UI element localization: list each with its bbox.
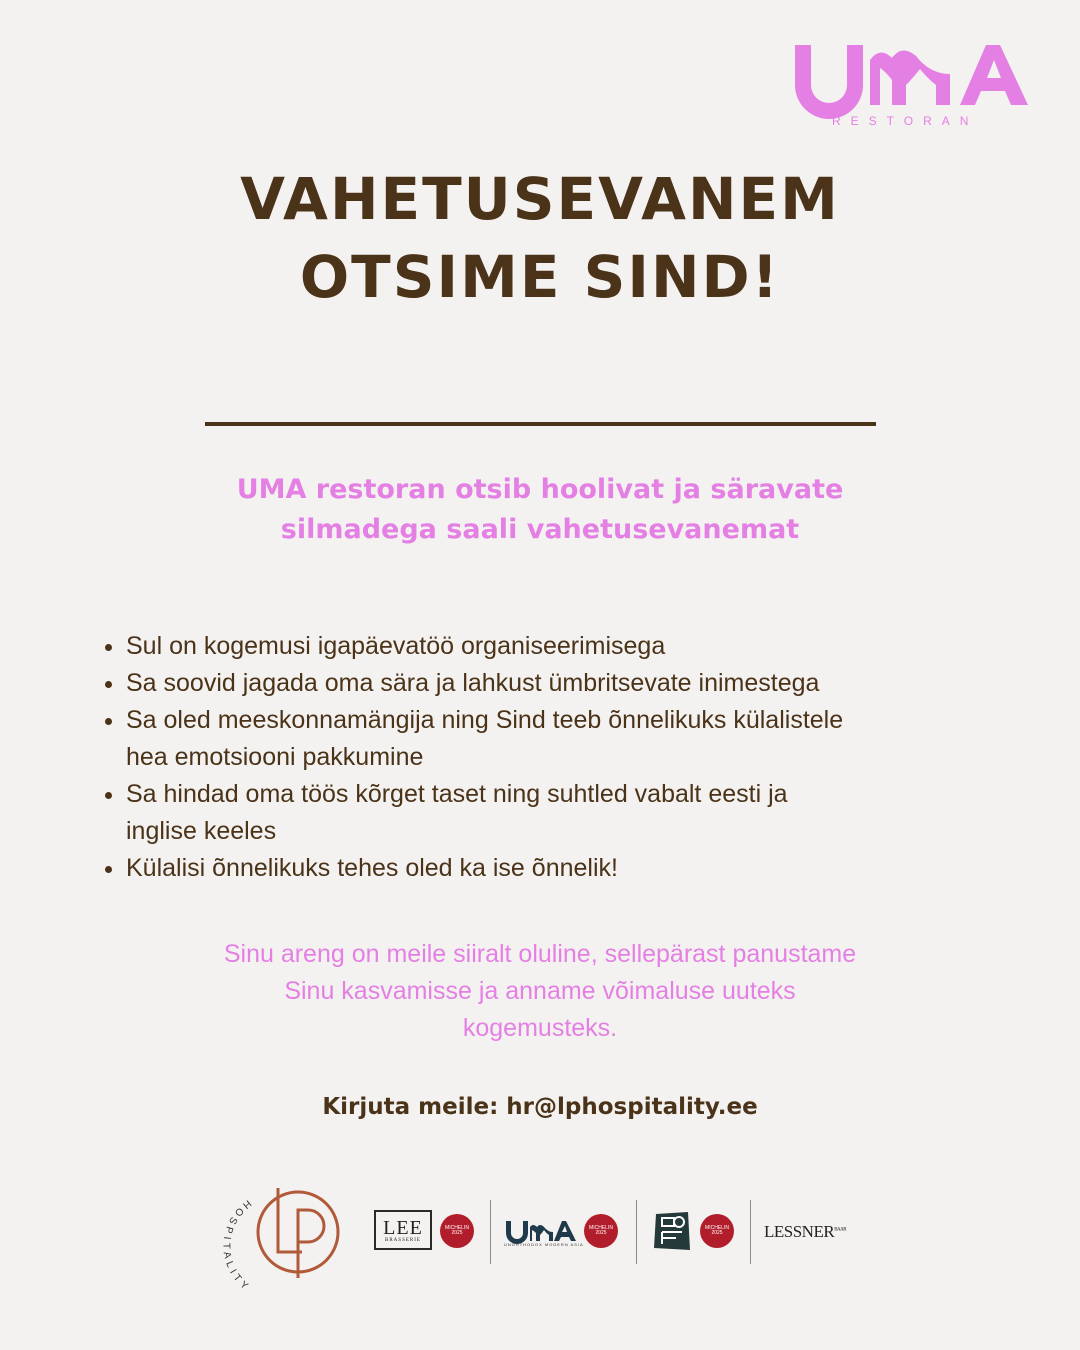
- growth-line1: Sinu areng on meile siiralt oluline, sellepärast panustame: [223, 940, 857, 968]
- lee-sub: BRASSERIE: [385, 1237, 421, 1243]
- list-item-text: • Külalisi õnnelikuks tehes oled ka ise õnnelik!: [126, 854, 618, 882]
- list-item-text: • Sa oled meeskonnamängija ning Sind teeb õnnelikuks külalistele: [126, 706, 844, 734]
- lessner-sup: BAAR: [834, 1227, 847, 1233]
- growth-line3: kogemusteks.: [462, 1014, 618, 1042]
- page-title-line1: VAHETUSEVANEM: [240, 165, 840, 233]
- list-item-text: • Sa soovid jagada oma sära ja lahkust ümbritsevate inimestega: [126, 669, 820, 697]
- list-item-text-cont: inglise keeles: [126, 817, 277, 845]
- lee-name: LEE: [383, 1216, 423, 1239]
- rado-logo: [652, 1210, 692, 1252]
- michelin-year: 2025: [711, 1230, 723, 1236]
- partner-logos: [220, 1180, 860, 1305]
- lessner-baar-logo: [764, 1222, 846, 1242]
- michelin-label: MICHELIN: [445, 1224, 469, 1231]
- separator: [636, 1200, 637, 1264]
- list-item: [126, 702, 1056, 776]
- intro-line1: UMA restoran otsib hoolivat ja säravate: [236, 474, 844, 505]
- michelin-badge: [584, 1214, 618, 1248]
- lp-hospitality-logo: [220, 1180, 350, 1305]
- requirements-list: [100, 628, 1056, 887]
- divider: [205, 422, 876, 426]
- separator: [750, 1200, 751, 1264]
- contact-email[interactable]: Kirjuta meile: hr@lphospitality.ee: [322, 1094, 758, 1120]
- list-item: [126, 776, 1056, 850]
- separator: [490, 1200, 491, 1264]
- michelin-label: MICHELIN: [705, 1224, 729, 1231]
- list-item: [126, 628, 1056, 665]
- lessner-name: LESSNER: [764, 1222, 835, 1241]
- list-item: [126, 665, 1056, 702]
- uma-small-sub: UNORTHODOX MODERN ASIA: [504, 1242, 584, 1247]
- list-item-text: • Sa hindad oma töös kõrget taset ning suhtled vabalt eesti ja: [126, 780, 788, 808]
- michelin-badge: [440, 1214, 474, 1248]
- intro-text: [100, 470, 980, 550]
- svg-text:HOSPITALITY: HOSPITALITY: [220, 1197, 253, 1295]
- michelin-year: 2025: [451, 1230, 463, 1236]
- logo-subtitle: RESTORAN: [832, 114, 979, 128]
- list-item-text-cont: hea emotsiooni pakkumine: [126, 743, 424, 771]
- list-item-text: • Sul on kogemusi igapäevatöö organiseerimisega: [126, 632, 666, 660]
- intro-line2: silmadega saali vahetusevanemat: [280, 514, 800, 545]
- lee-brasserie-logo: [374, 1210, 432, 1250]
- page-title-line2: OTSIME SIND!: [299, 243, 781, 311]
- michelin-badge: [700, 1214, 734, 1248]
- michelin-year: 2025: [595, 1230, 607, 1236]
- michelin-label: MICHELIN: [589, 1224, 613, 1231]
- growth-text: [100, 936, 980, 1047]
- list-item: [126, 850, 1056, 887]
- growth-line2: Sinu kasvamisse ja anname võimaluse uuteks: [284, 977, 796, 1005]
